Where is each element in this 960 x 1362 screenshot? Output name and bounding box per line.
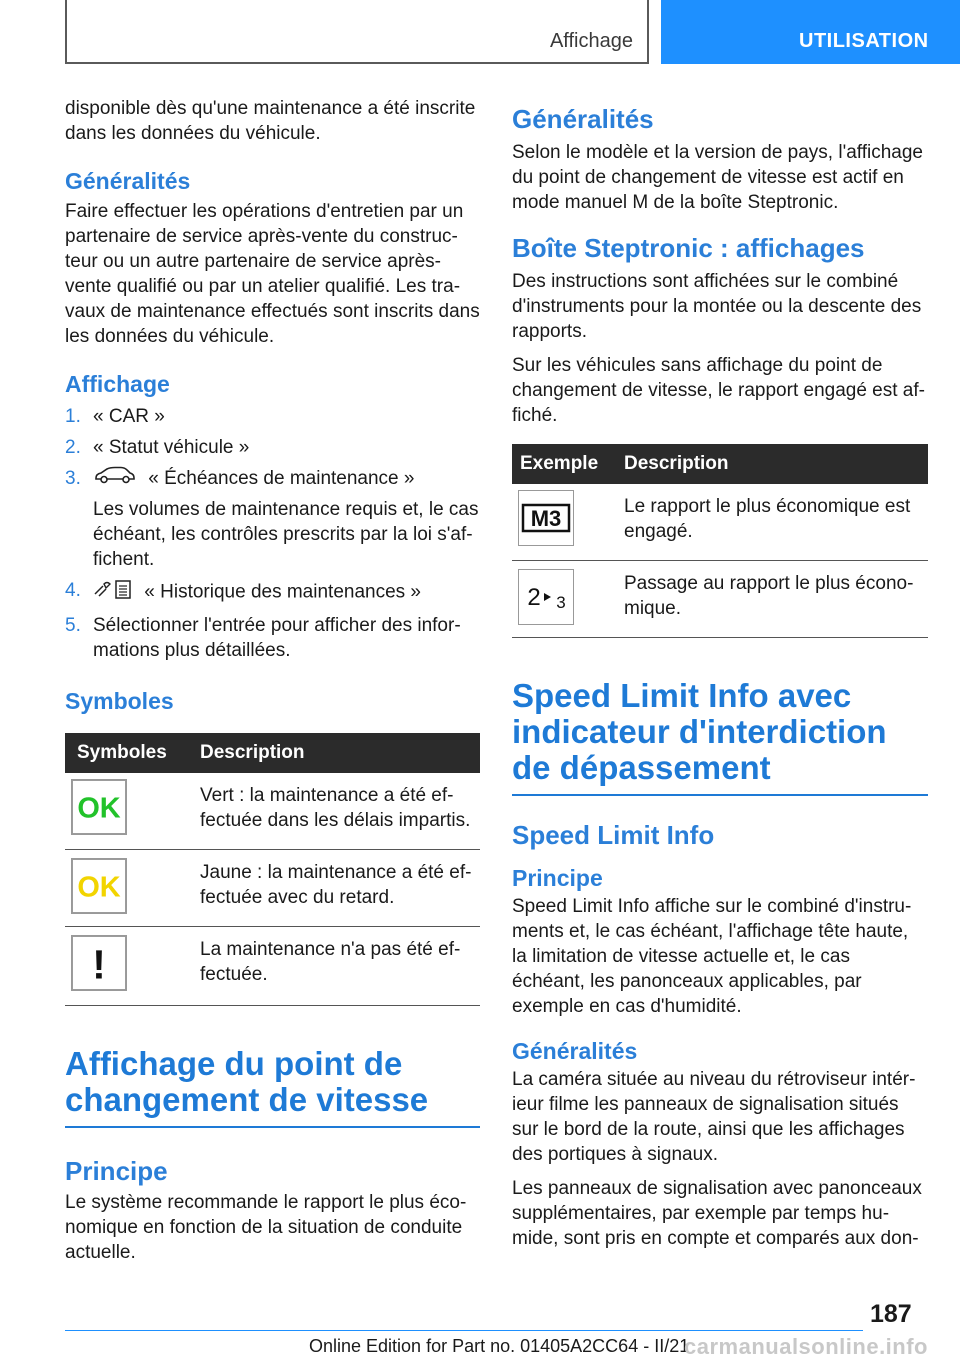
table-cell-icon	[512, 484, 612, 561]
ok-yellow-label: OK	[77, 872, 121, 905]
step-item	[65, 578, 480, 607]
chapter-heading-wrap	[512, 678, 928, 796]
generalites-right-paragraph: Selon le modèle et la version de pays, l'affichage du point de changement de vitesse est actif en mode manuel M de la boîte Steptronic.	[512, 142, 923, 213]
gear-upshift-icon	[518, 569, 574, 625]
step-number: 4.	[65, 580, 81, 602]
table-row	[65, 927, 480, 1006]
service-history-icon	[93, 578, 133, 607]
step-item	[65, 435, 480, 460]
heading-generalites-right: Généralités	[512, 104, 654, 134]
gear-m3-label: M3	[530, 506, 562, 531]
heading-principe-right: Principe	[512, 865, 603, 891]
step-text: « CAR »	[93, 406, 165, 427]
table-header-description: Description	[612, 444, 928, 484]
generalites-paragraph: Faire effectuer les opérations d'entretien par un partenaire de service après-vente du construc-teur ou un autre partenaire de service après-vente qualifié ou par un atelier qualifié. Les tra-vaux de maintenance effectués sont inscrits dans les données du véhicule.	[65, 201, 480, 347]
chapter-heading-wrap	[65, 1046, 480, 1128]
exclamation-icon	[71, 935, 127, 991]
table-row	[65, 773, 480, 850]
table-row	[512, 561, 928, 638]
step-item	[65, 466, 480, 572]
right-column	[512, 96, 928, 1260]
table-cell-description: Jaune : la maintenance a été ef-fectuée avec du retard.	[188, 850, 480, 927]
table-header-row	[512, 444, 928, 484]
ok-green-label: OK	[77, 793, 121, 826]
affichage-steps	[65, 404, 480, 663]
table-cell-icon	[65, 773, 188, 850]
step-text: « Historique des maintenances »	[144, 582, 421, 603]
table-header-symbols: Symboles	[65, 733, 188, 773]
header-chapter-tab[interactable]	[661, 0, 960, 64]
table-cell-description: Le rapport le plus économique est engagé.	[612, 484, 928, 561]
gear-target-label: 3	[556, 593, 566, 612]
heading-steptronic: Boîte Steptronic : affichages	[512, 233, 865, 263]
table-cell-icon	[65, 850, 188, 927]
footer-divider	[65, 1330, 863, 1331]
ok-green-icon	[71, 779, 127, 835]
table-row	[512, 484, 928, 561]
footer-edition: Online Edition for Part no. 01405A2CC64 - II/21	[309, 1336, 690, 1356]
heading-generalites: Généralités	[65, 168, 191, 194]
gear-m3-icon	[518, 490, 574, 546]
step-subtext: Les volumes de maintenance requis et, le cas échéant, les contrôles prescrits par la loi s'af-fichent.	[93, 499, 479, 571]
table-header-example: Exemple	[512, 444, 612, 484]
step-text: « Échéances de maintenance »	[148, 468, 415, 489]
heading-symboles: Symboles	[65, 688, 174, 715]
step-number: 1.	[65, 406, 81, 427]
chapter-heading-speed-limit: Speed Limit Info avec indicateur d'interdiction de dépassement	[512, 677, 887, 786]
header-section-title: Affichage	[549, 30, 633, 52]
symbols-table	[65, 733, 480, 1006]
steptronic-paragraph-1: Des instructions sont affichées sur le combiné d'instruments pour la montée ou la descente des rapports.	[512, 271, 922, 342]
speed-generalites-paragraph-1: La caméra située au niveau du rétroviseur intér-ieur filme les panneaux de signalisation situés sur le bord de la route, ainsi que les affichages des portiques à signaux.	[512, 1069, 916, 1165]
table-cell-description: La maintenance n'a pas été ef-fectuée.	[188, 927, 480, 1006]
heading-affichage: Affichage	[65, 371, 170, 397]
step-item	[65, 404, 480, 429]
step-item	[65, 613, 480, 663]
chapter-heading-shift-indicator: Affichage du point de changement de vitesse	[65, 1045, 429, 1119]
speed-principe-paragraph: Speed Limit Info affiche sur le combiné d'instru-ments et, le cas échéant, l'affichage tête haute, la limitation de vitesse actuelle et, le cas échéant, les panonceaux applicables, par exemple en cas d'humidité.	[512, 896, 912, 1017]
car-service-icon	[93, 466, 137, 491]
steptronic-paragraph-2: Sur les véhicules sans affichage du point de changement de vitesse, le rapport engagé est af-fiché.	[512, 355, 925, 426]
table-cell-description: Passage au rapport le plus écono-mique.	[612, 561, 928, 638]
step-text: « Statut véhicule »	[93, 437, 250, 458]
table-row	[65, 850, 480, 927]
speed-generalites-paragraph-2: Les panneaux de signalisation avec panonceaux supplémentaires, par exemple par temps hu-mide, sont pris en compte et comparés aux don-	[512, 1178, 922, 1249]
heading-generalites-speed: Généralités	[512, 1038, 638, 1064]
principe-paragraph: Le système recommande le rapport le plus éco-nomique en fonction de la situation de conduite actuelle.	[65, 1192, 467, 1264]
ok-yellow-icon	[71, 858, 127, 914]
watermark-logo: carmanualsonline.info	[684, 1334, 928, 1359]
table-cell-icon	[65, 927, 188, 1006]
left-column	[65, 96, 480, 1274]
heading-speed-limit-info: Speed Limit Info	[512, 820, 715, 850]
gear-example-table	[512, 444, 928, 638]
step-number: 3.	[65, 468, 81, 489]
step-number: 2.	[65, 437, 81, 458]
page-number: 187	[870, 1300, 912, 1328]
gear-current-label: 2	[527, 584, 541, 611]
table-cell-icon	[512, 561, 612, 638]
step-text: Sélectionner l'entrée pour afficher des infor-mations plus détaillées.	[93, 615, 461, 662]
header-frame	[65, 0, 649, 64]
heading-principe: Principe	[65, 1156, 168, 1187]
table-header-row	[65, 733, 480, 773]
table-header-description: Description	[188, 733, 480, 773]
header-chapter-label: UTILISATION	[799, 30, 929, 52]
table-cell-description: Vert : la maintenance a été ef-fectuée dans les délais impartis.	[188, 773, 480, 850]
exclamation-label: !	[92, 941, 106, 988]
intro-paragraph: disponible dès qu'une maintenance a été inscrite dans les données du véhicule.	[65, 98, 476, 144]
step-number: 5.	[65, 615, 81, 637]
